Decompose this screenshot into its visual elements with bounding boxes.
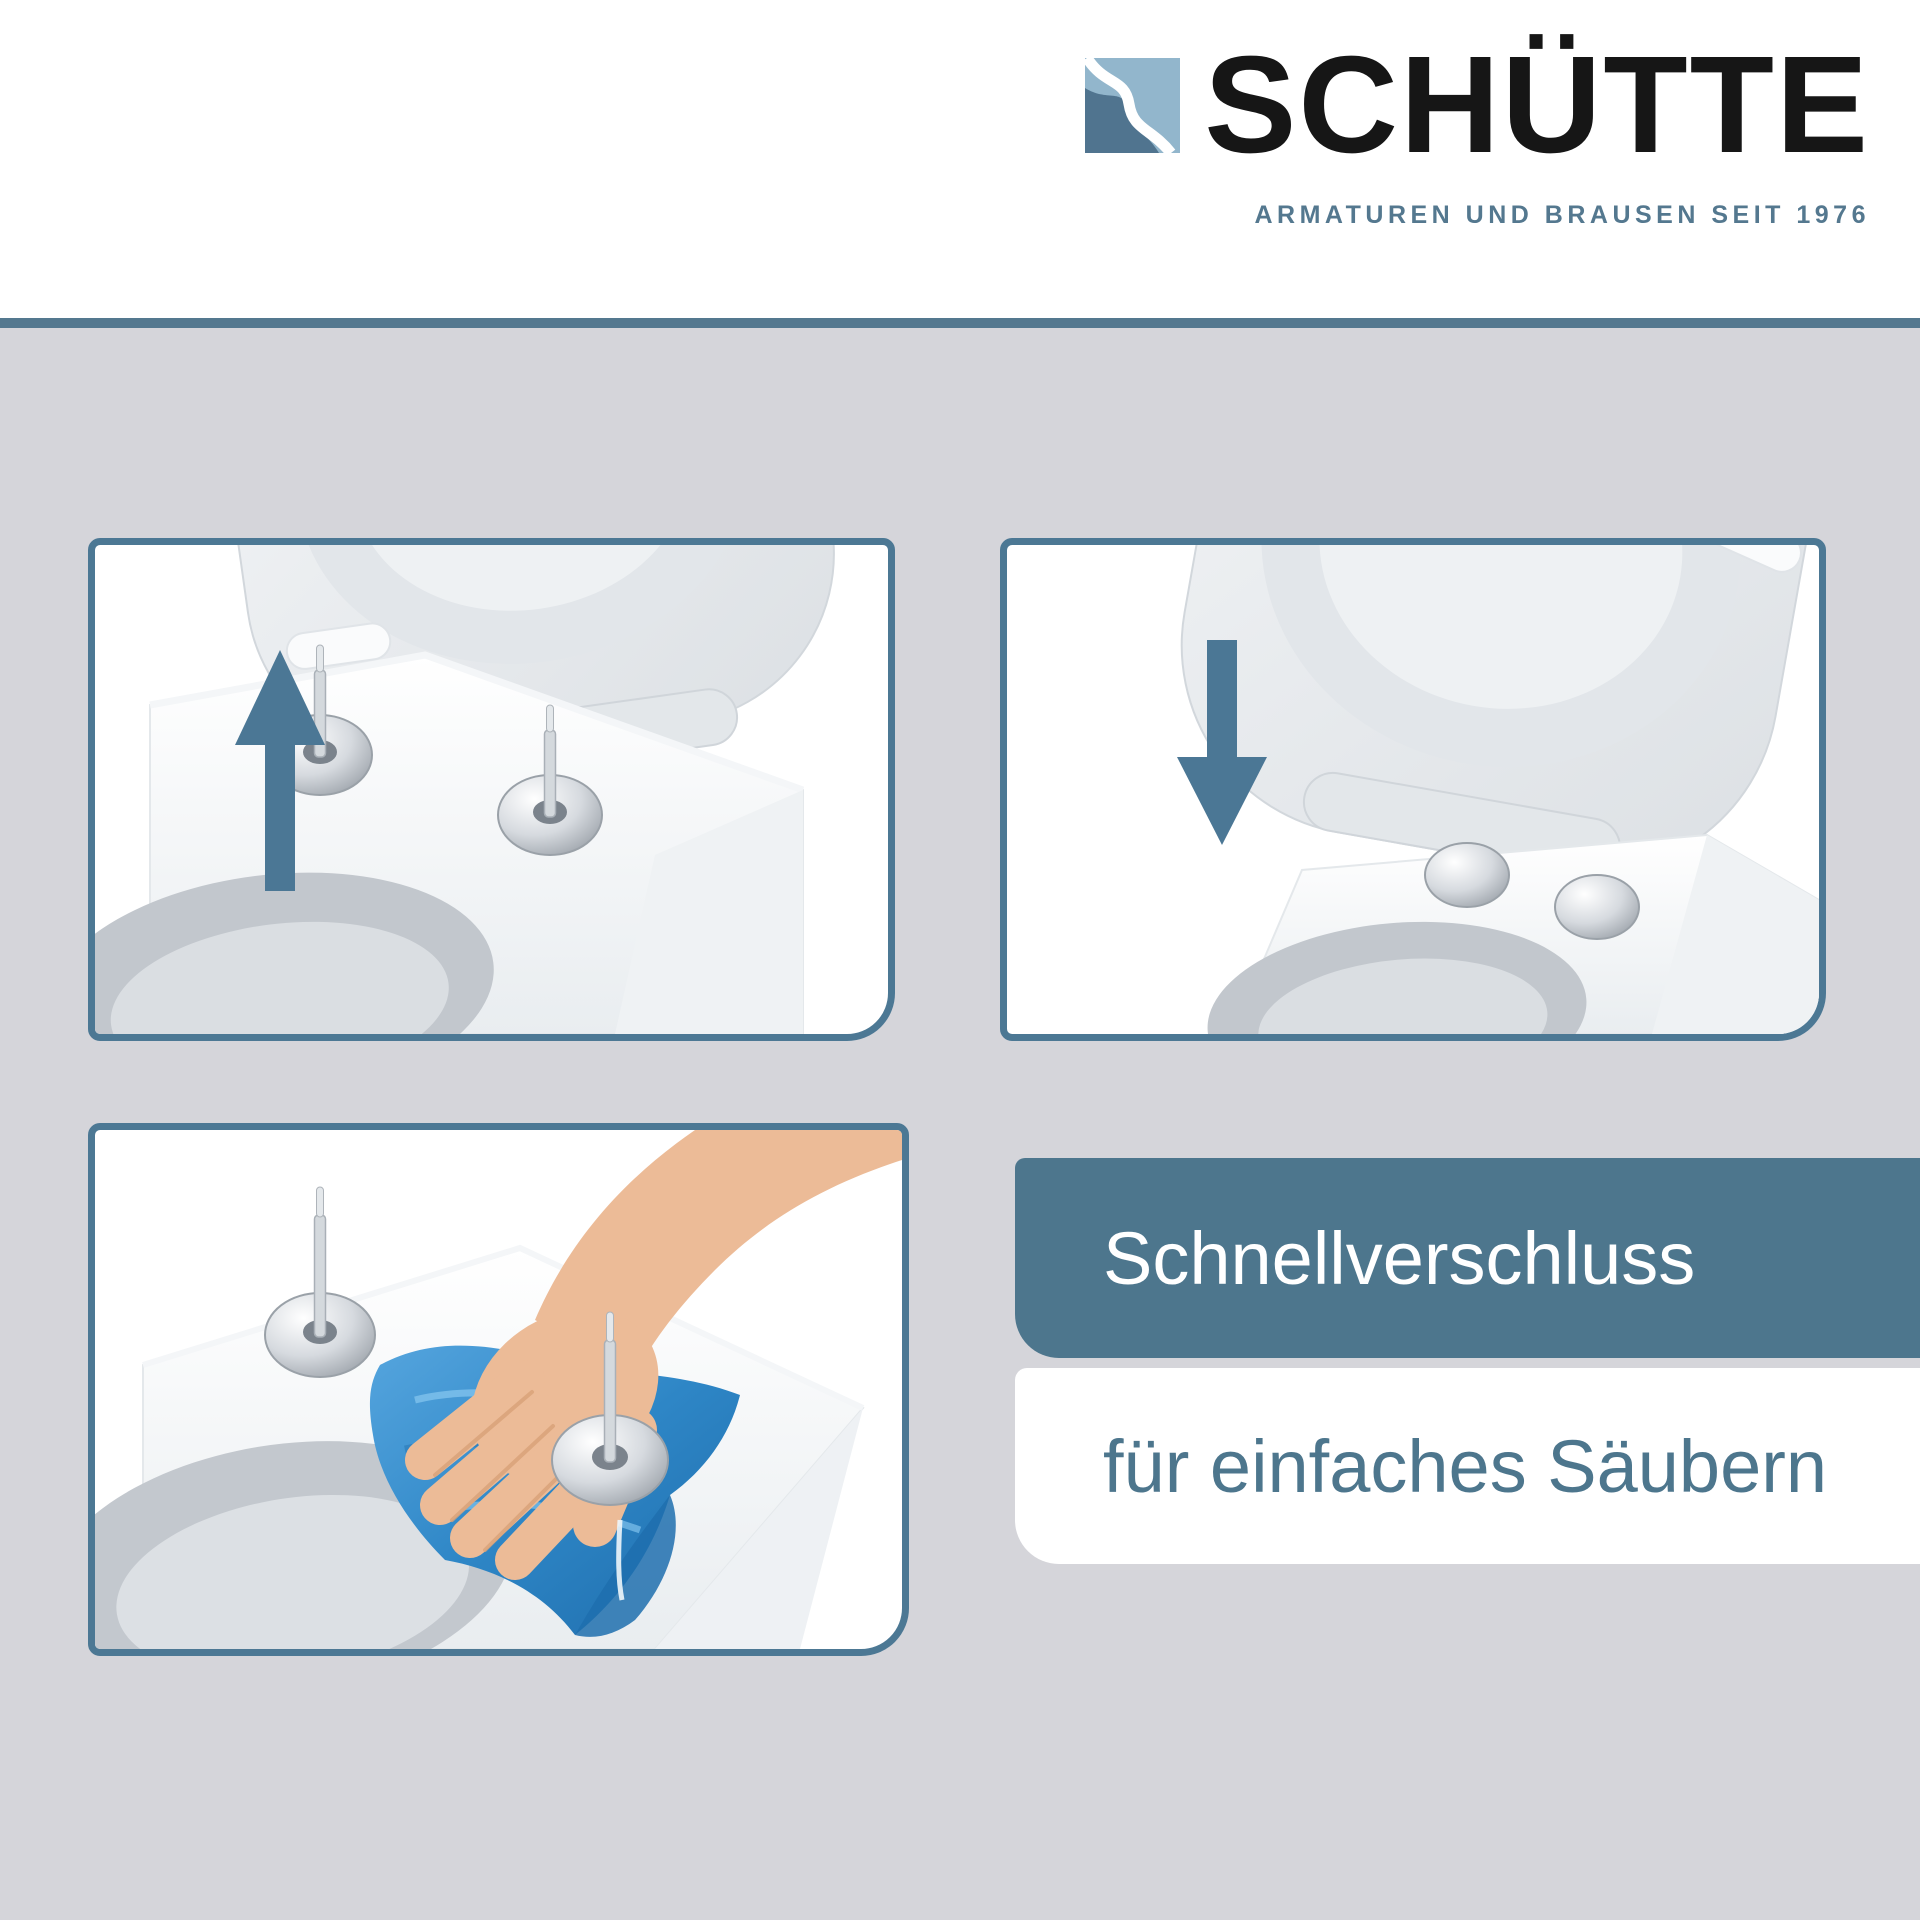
wipe-clean-illustration (95, 1130, 902, 1649)
feature-title: Schnellverschluss (1103, 1216, 1696, 1300)
brand-tagline: ARMATUREN UND BRAUSEN SEIT 1976 (1254, 201, 1870, 229)
step-panel-lift-seat (88, 538, 895, 1041)
brand-logo (1085, 28, 1870, 230)
step-panel-wipe-clean (88, 1123, 909, 1656)
quick-release-pin (265, 1187, 375, 1377)
lift-seat-illustration (95, 545, 888, 1034)
feature-title-block (1015, 1158, 1920, 1358)
header (0, 0, 1920, 318)
divider-bar (0, 318, 1920, 328)
feature-subtitle: für einfaches Säubern (1103, 1424, 1828, 1508)
brand-name: SCHÜTTE (1204, 28, 1870, 182)
feature-subtitle-block (1015, 1368, 1920, 1564)
lower-seat-illustration (1007, 545, 1819, 1034)
schuette-logo-icon (1085, 58, 1180, 153)
toilet-ceramic (1200, 835, 1819, 1034)
step-panel-lower-seat (1000, 538, 1826, 1041)
